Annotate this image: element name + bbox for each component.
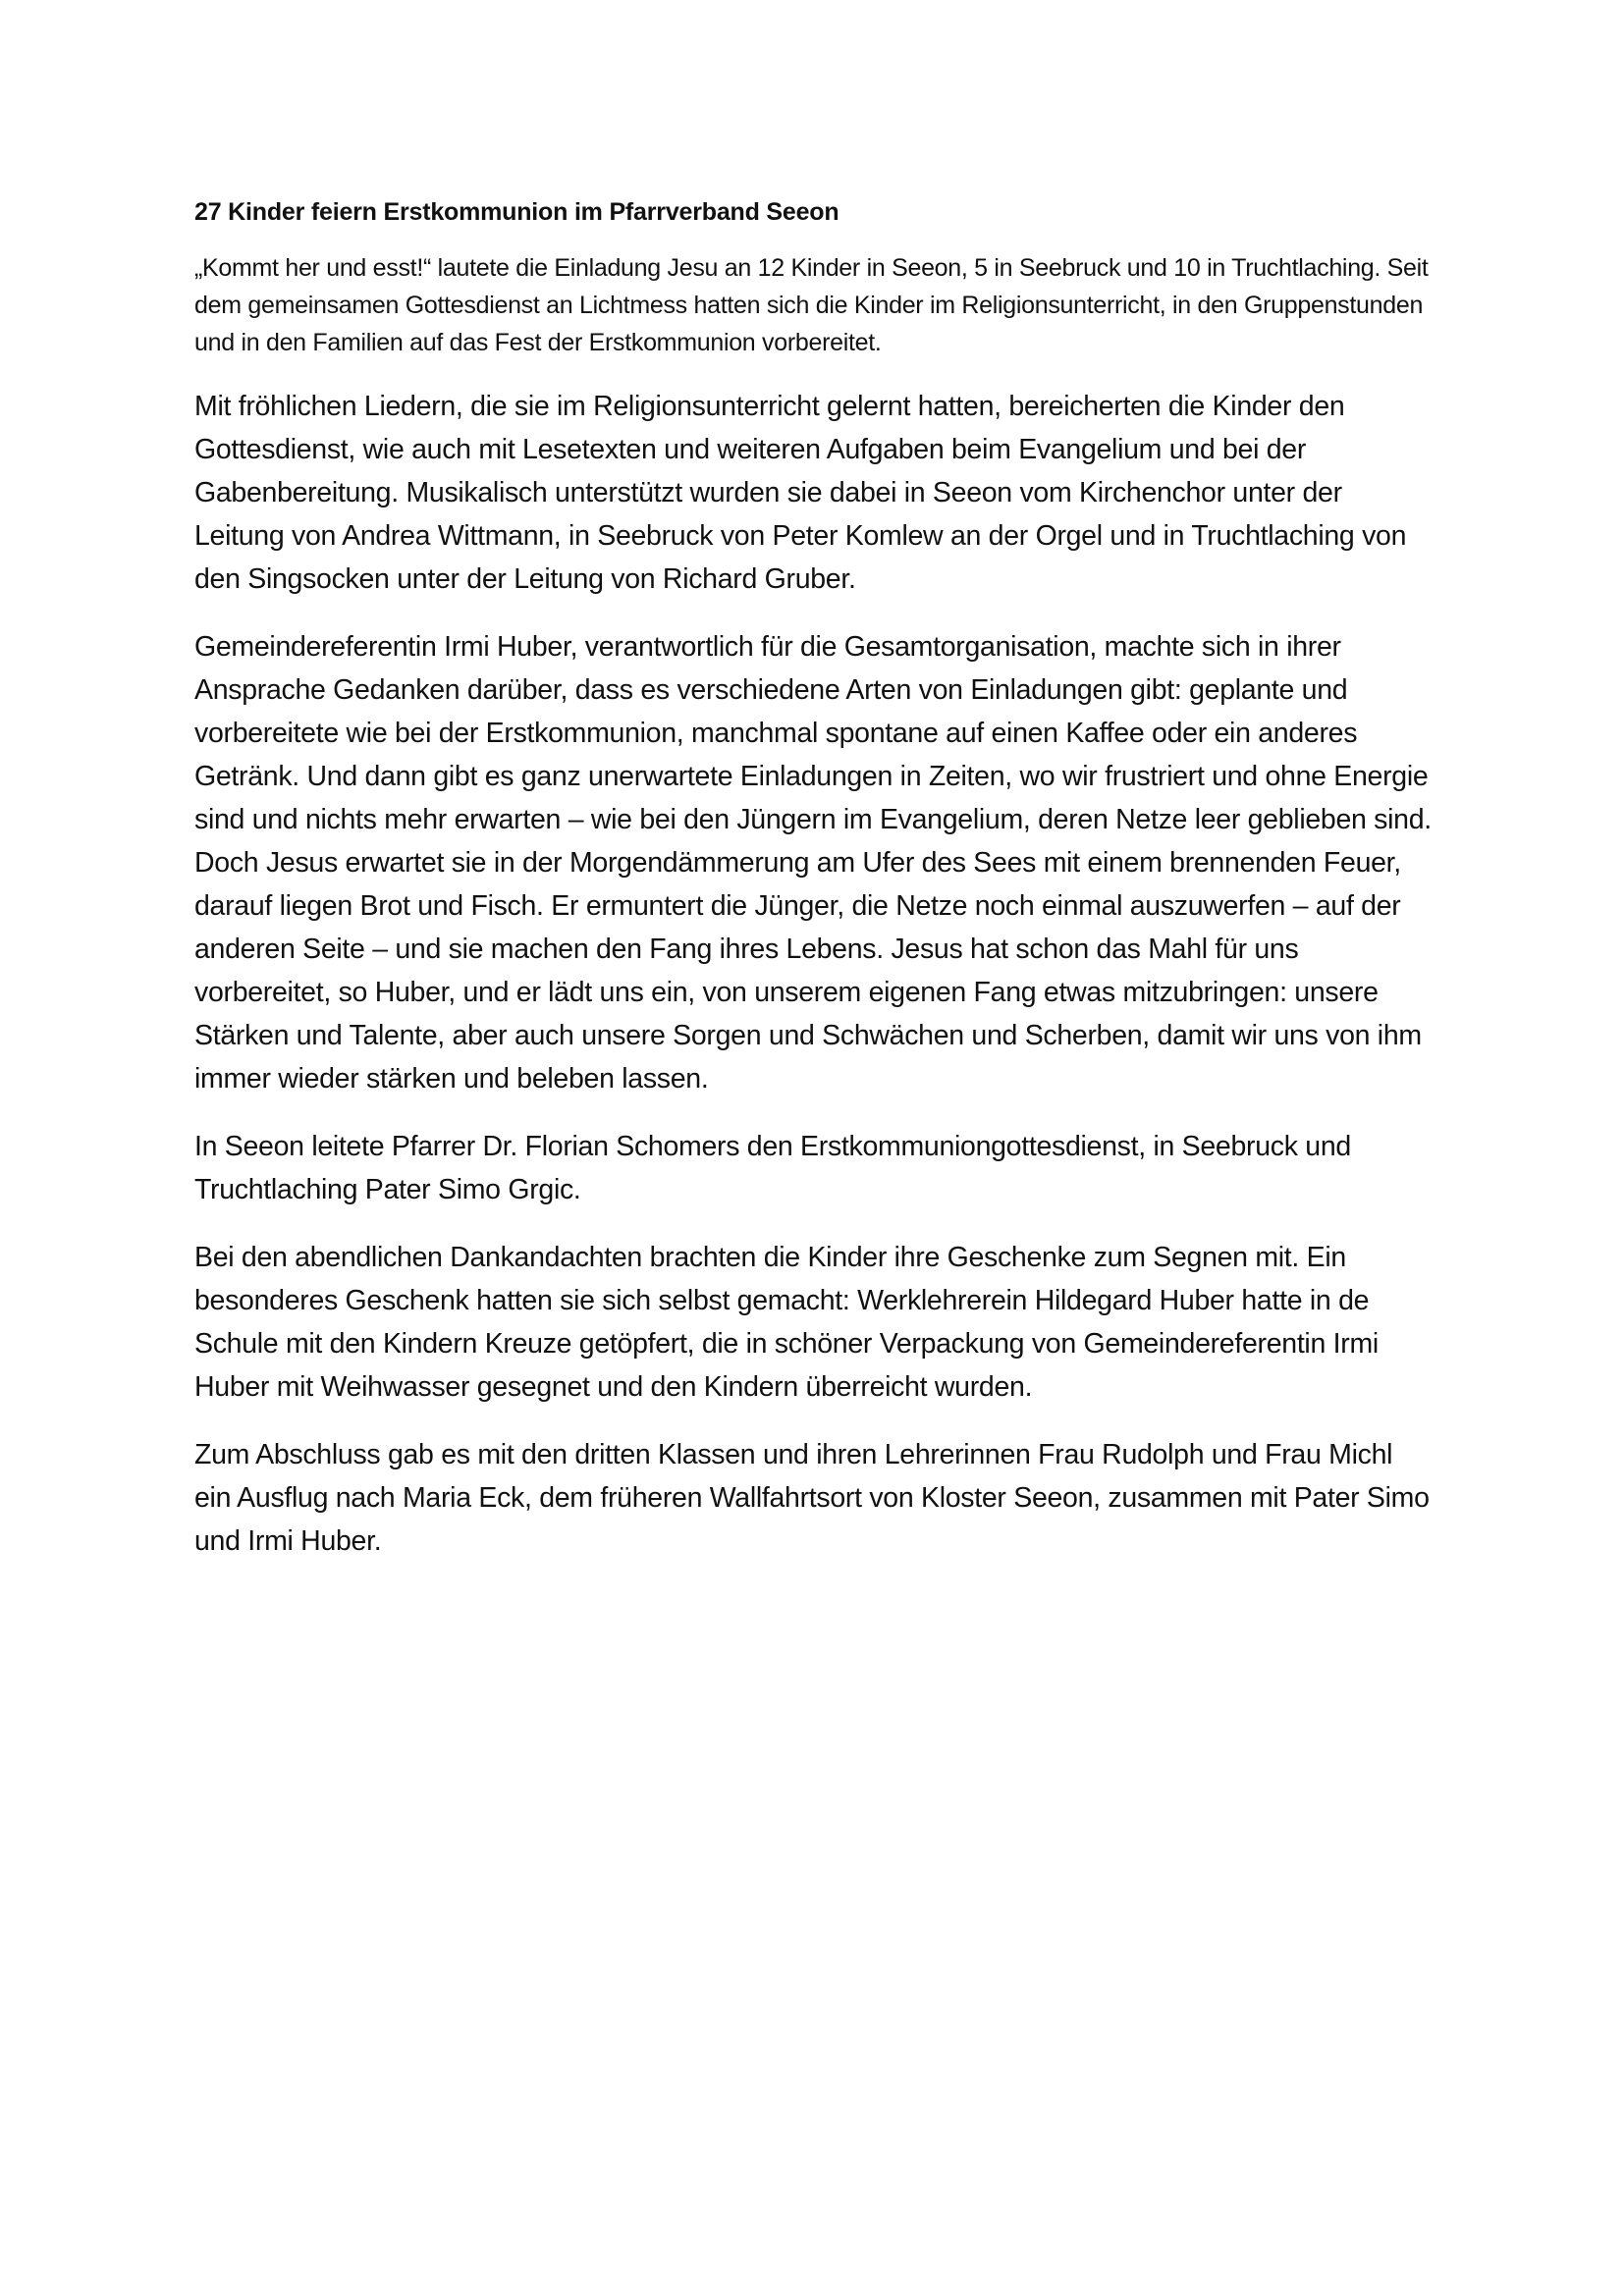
intro-paragraph: „Kommt her und esst!“ lautete die Einladung Jesu an 12 Kinder in Seeon, 5 in Seebruck und 10 in Truchtlaching. Seit dem gemeinsamen Gottesdienst an Lichtmess hatten sich die Kinder im Religionsunterricht, in den Gruppenstunden und in den Familien auf das Fest der Erstkommunion vorbereitet. [194, 254, 1429, 356]
paragraph-thanksgiving: Bei den abendlichen Dankandachten brachten die Kinder ihre Geschenke zum Segnen mit. Ein besonderes Geschenk hatten sie sich selbst gemacht: Werklehrerein Hildegard Huber hatte in de Schule mit den Kindern Kreuze getöpfert, die in schöner Verpackung von Gemeindereferentin Irmi Huber mit Weihwasser gesegnet und den Kindern überreicht wurden. [194, 1242, 1379, 1403]
paragraph-music: Mit fröhlichen Liedern, die sie im Religionsunterricht gelernt hatten, bereicherten die Kinder den Gottesdienst, wie auch mit Lesetexten und weiteren Aufgaben beim Evangelium und bei der Gabenbereitung. Musikalisch unterstützt wurden sie dabei in Seeon vom Kirchenchor unter der Leitung von Andrea Wittmann, in Seebruck von Peter Komlew an der Orgel und in Truchtlaching von den Singsocken unter der Leitung von Richard Gruber. [194, 391, 1407, 595]
paragraph-celebrants: In Seeon leitete Pfarrer Dr. Florian Schomers den Erstkommuniongottesdienst, in Seebruck und Truchtlaching Pater Simo Grgic. [194, 1131, 1351, 1205]
paragraph-excursion: Zum Abschluss gab es mit den dritten Klassen und ihren Lehrerinnen Frau Rudolph und Frau Michl ein Ausflug nach Maria Eck, dem früheren Wallfahrtsort von Kloster Seeon, zusammen mit Pater Simo und Irmi Huber. [194, 1439, 1430, 1557]
paragraph-sermon: Gemeindereferentin Irmi Huber, verantwortlich für die Gesamtorganisation, machte sich in ihrer Ansprache Gedanken darüber, dass es verschiedene Arten von Einladungen gibt: geplante und vorbereitete wie bei der Erstkommunion, manchmal spontane auf einen Kaffee oder ein anderes Getränk. Und dann gibt es ganz unerwartete Einladungen in Zeiten, wo wir frustriert und ohne Energie sind und nichts mehr erwarten – wie bei den Jüngern im Evangelium, deren Netze leer geblieben sind. Doch Jesus erwartet sie in der Morgendämmerung am Ufer des Sees mit einem brennenden Feuer, darauf liegen Brot und Fisch. Er ermuntert die Jünger, die Netze noch einmal auszuwerfen – auf der anderen Seite – und sie machen den Fang ihres Lebens. Jesus hat schon das Mahl für uns vorbereitet, so Huber, und er lädt uns ein, von unserem eigenen Fang etwas mitzubringen: unsere Stärken und Talente, aber auch unsere Sorgen und Schwächen und Scherben, damit wir uns von ihm immer wieder stärken und beleben lassen. [194, 631, 1432, 1095]
article-title: 27 Kinder feiern Erstkommunion im Pfarrverband Seeon [194, 198, 839, 226]
document-page [194, 194, 1434, 1587]
